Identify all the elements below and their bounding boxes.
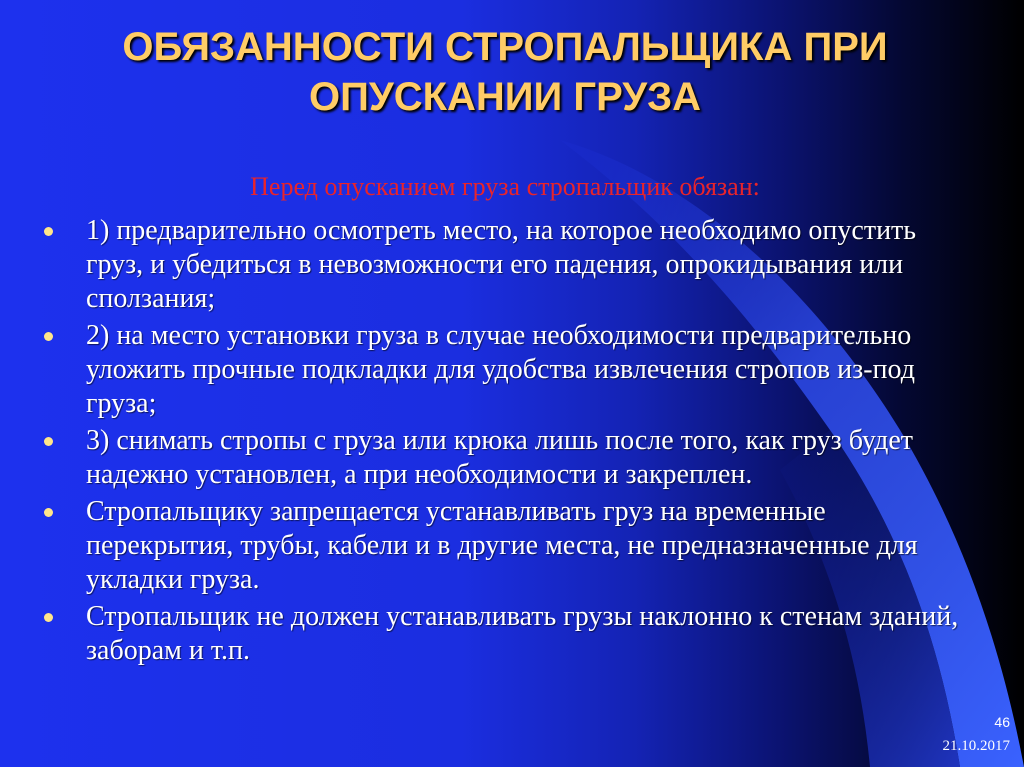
bullet-dot-icon — [44, 613, 53, 622]
bullet-list — [44, 214, 974, 671]
title-line-1: ОБЯЗАННОСТИ СТРОПАЛЬЩИКА ПРИ — [122, 25, 888, 69]
bullet-text: 1) предварительно осмотреть место, на которое необходимо опустить груз, и убедиться в невозможности его падения, опрокидывания или сползания; — [86, 215, 917, 314]
bullet-item — [44, 600, 974, 668]
bullet-text: 2) на место установки груза в случае необходимости предварительно уложить прочные подкладки для удобства извлечения стропов из-под груза; — [86, 320, 915, 419]
bullet-item — [44, 319, 974, 421]
bullet-text: Стропальщику запрещается устанавливать груз на временные перекрытия, трубы, кабели и в другие места, не предназначенные для укладки груза. — [86, 496, 918, 595]
bullet-dot-icon — [44, 437, 53, 446]
bullet-item — [44, 214, 974, 316]
bullet-dot-icon — [44, 508, 53, 517]
title-line-2: ОПУСКАНИИ ГРУЗА — [308, 75, 702, 119]
bullet-dot-icon — [44, 227, 53, 236]
intro-text: Перед опусканием груза стропальщик обязан: — [250, 172, 760, 201]
bullet-text: Стропальщик не должен устанавливать грузы наклонно к стенам зданий, заборам и т.п. — [86, 601, 959, 666]
bullet-text: 3) снимать стропы с груза или крюка лишь после того, как груз будет надежно установлен, а при необходимости и закреплен. — [86, 425, 914, 490]
slide-date: 21.10.2017 — [942, 738, 1010, 754]
slide-title — [0, 22, 1010, 122]
page-number: 46 — [994, 714, 1010, 730]
bullet-item — [44, 495, 974, 597]
bullet-item — [44, 424, 974, 492]
bullet-dot-icon — [44, 332, 53, 341]
